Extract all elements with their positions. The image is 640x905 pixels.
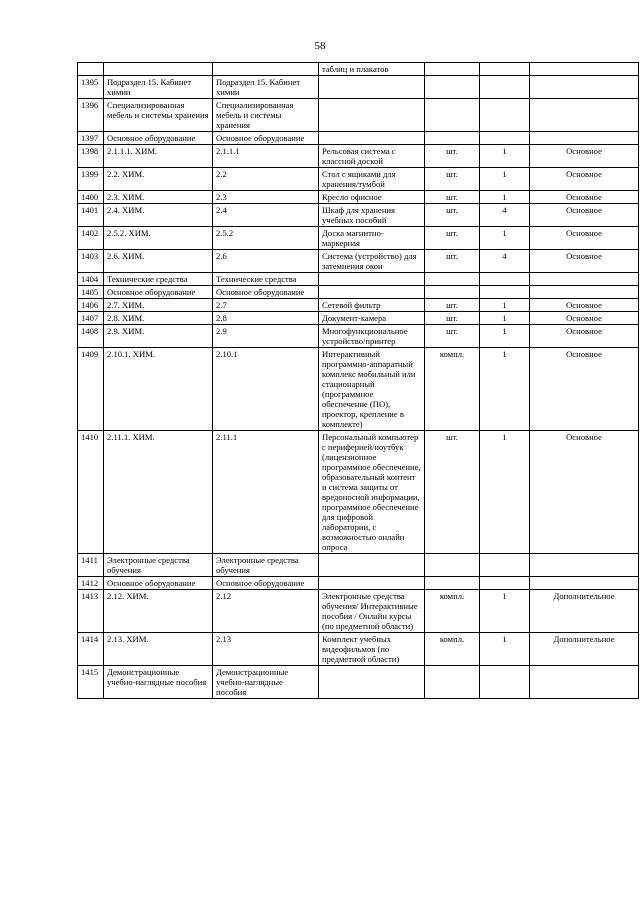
cell-num: 1404 [78, 273, 104, 286]
cell-type: Основное [530, 250, 639, 273]
cell-unit: компл. [425, 633, 480, 666]
cell-num: 1395 [78, 76, 104, 99]
cell-unit: шт. [425, 145, 480, 168]
cell-qty: 4 [480, 250, 530, 273]
cell-section: 2.7 [213, 299, 319, 312]
table-row [78, 204, 639, 227]
cell-num: 1399 [78, 168, 104, 191]
equipment-table [77, 62, 639, 699]
table-row [78, 132, 639, 145]
cell-type [530, 132, 639, 145]
cell-qty: 1 [480, 590, 530, 633]
cell-section: 2.4 [213, 204, 319, 227]
table-row [78, 312, 639, 325]
cell-type: Основное [530, 299, 639, 312]
cell-code: 2.12. ХИМ. [104, 590, 213, 633]
cell-num: 1397 [78, 132, 104, 145]
cell-name: Рельсовая система с классной доской [319, 145, 425, 168]
page-number: 58 [314, 40, 326, 52]
table-row [78, 286, 639, 299]
cell-unit [425, 273, 480, 286]
table-row [78, 250, 639, 273]
cell-unit: шт. [425, 204, 480, 227]
cell-unit [425, 577, 480, 590]
cell-qty: 1 [480, 168, 530, 191]
cell-type: Основное [530, 348, 639, 431]
cell-type: Основное [530, 191, 639, 204]
cell-name: Многофункциональное устройство/принтер [319, 325, 425, 348]
cell-num: 1410 [78, 431, 104, 554]
cell-qty: 1 [480, 191, 530, 204]
cell-unit [425, 99, 480, 132]
table-row [78, 227, 639, 250]
table-row [78, 348, 639, 431]
cell-section: 2.13 [213, 633, 319, 666]
cell-section: 2.3 [213, 191, 319, 204]
cell-type: Основное [530, 204, 639, 227]
cell-section: 2.11.1 [213, 431, 319, 554]
cell-code: Подраздел 15. Кабинет химии [104, 76, 213, 99]
cell-section: 2.9 [213, 325, 319, 348]
cell-code: 2.3. ХИМ. [104, 191, 213, 204]
cell-unit: шт. [425, 325, 480, 348]
cell-unit: шт. [425, 191, 480, 204]
cell-unit: шт. [425, 431, 480, 554]
table-row [78, 633, 639, 666]
cell-name: Документ-камера [319, 312, 425, 325]
table-row [78, 431, 639, 554]
cell-unit: компл. [425, 348, 480, 431]
cell-num: 1403 [78, 250, 104, 273]
table-row [78, 145, 639, 168]
cell-section: Специализированная мебель и системы хранения [213, 99, 319, 132]
cell-code: 2.10.1. ХИМ. [104, 348, 213, 431]
cell-qty: 1 [480, 227, 530, 250]
cell-code: Основное оборудование [104, 577, 213, 590]
cell-code: 2.4. ХИМ. [104, 204, 213, 227]
cell-num: 1411 [78, 554, 104, 577]
table-row [78, 590, 639, 633]
cell-code: Электронные средства обучения [104, 554, 213, 577]
table-row [78, 168, 639, 191]
cell-section: 2.2 [213, 168, 319, 191]
cell-qty: 1 [480, 431, 530, 554]
cell-qty: 1 [480, 312, 530, 325]
cell-qty [480, 286, 530, 299]
table-row [78, 577, 639, 590]
cell-unit: шт. [425, 312, 480, 325]
cell-qty [480, 554, 530, 577]
table-row [78, 554, 639, 577]
table-body [78, 63, 639, 699]
cell-type: Основное [530, 312, 639, 325]
cell-name [319, 132, 425, 145]
cell-section: Основное оборудование [213, 132, 319, 145]
cell-num: 1400 [78, 191, 104, 204]
cell-code: 2.2. ХИМ. [104, 168, 213, 191]
cell-section: 2.5.2 [213, 227, 319, 250]
cell-qty: 4 [480, 204, 530, 227]
cell-num: 1408 [78, 325, 104, 348]
cell-num: 1415 [78, 666, 104, 699]
cell-qty: 1 [480, 348, 530, 431]
cell-code: 2.7. ХИМ. [104, 299, 213, 312]
cell-section: Основное оборудование [213, 286, 319, 299]
cell-type: Основное [530, 145, 639, 168]
cell-name: Система (устройство) для затемнения окон [319, 250, 425, 273]
cell-name [319, 273, 425, 286]
cell-type [530, 99, 639, 132]
table-row [78, 273, 639, 286]
cell-type [530, 554, 639, 577]
cell-qty: 1 [480, 325, 530, 348]
cell-name: Кресло офисное [319, 191, 425, 204]
cell-section: Технические средства [213, 273, 319, 286]
cell-code: 2.1.1.1. ХИМ. [104, 145, 213, 168]
cell-num [78, 63, 104, 76]
cell-name [319, 76, 425, 99]
cell-section: 2.12 [213, 590, 319, 633]
cell-unit [425, 666, 480, 699]
cell-unit [425, 132, 480, 145]
cell-num: 1401 [78, 204, 104, 227]
cell-type: Основное [530, 168, 639, 191]
cell-unit: шт. [425, 299, 480, 312]
table-row [78, 325, 639, 348]
cell-num: 1402 [78, 227, 104, 250]
cell-unit [425, 76, 480, 99]
cell-num: 1405 [78, 286, 104, 299]
cell-name: Доска магнитно-маркерная [319, 227, 425, 250]
cell-type: Основное [530, 227, 639, 250]
cell-name: таблиц и плакатов [319, 63, 425, 76]
cell-qty [480, 273, 530, 286]
cell-unit: шт. [425, 227, 480, 250]
cell-name: Сетевой фильтр [319, 299, 425, 312]
cell-name [319, 577, 425, 590]
cell-code: 2.5.2. ХИМ. [104, 227, 213, 250]
cell-type [530, 286, 639, 299]
cell-type: Дополнительное [530, 633, 639, 666]
cell-code: 2.6. ХИМ. [104, 250, 213, 273]
cell-code: 2.13. ХИМ. [104, 633, 213, 666]
cell-qty [480, 76, 530, 99]
cell-qty: 1 [480, 299, 530, 312]
cell-qty [480, 99, 530, 132]
cell-name: Стол с ящиками для хранения/тумбой [319, 168, 425, 191]
cell-code [104, 63, 213, 76]
cell-num: 1414 [78, 633, 104, 666]
cell-num: 1409 [78, 348, 104, 431]
cell-section: Подраздел 15. Кабинет химии [213, 76, 319, 99]
cell-qty [480, 132, 530, 145]
cell-section: Электронные средства обучения [213, 554, 319, 577]
cell-name: Комплект учебных видеофильмов (по предметной области) [319, 633, 425, 666]
table-row [78, 666, 639, 699]
cell-unit [425, 554, 480, 577]
cell-num: 1412 [78, 577, 104, 590]
cell-code: Демонстрационные учебно-наглядные пособия [104, 666, 213, 699]
cell-qty: 1 [480, 145, 530, 168]
cell-type [530, 76, 639, 99]
cell-qty [480, 577, 530, 590]
table-row [78, 76, 639, 99]
cell-name: Интерактивный программно-аппаратный комплекс мобильный или стационарный (программное обеспечение (ПО), проектор, крепление в комплекте) [319, 348, 425, 431]
cell-name [319, 286, 425, 299]
cell-qty [480, 666, 530, 699]
cell-type [530, 63, 639, 76]
cell-unit: компл. [425, 590, 480, 633]
cell-qty: 1 [480, 633, 530, 666]
cell-name: Персональный компьютер с периферией/ноутбук (лицензионное программное обеспечение, образовательный контент и система защиты от вредоносной информации, программное обеспечение для цифровой лаборатории, с возможностью онлайн опроса [319, 431, 425, 554]
cell-qty [480, 63, 530, 76]
cell-name [319, 666, 425, 699]
table-row-continued [78, 63, 639, 76]
cell-section: Демонстрационные учебно-наглядные пособия [213, 666, 319, 699]
cell-name [319, 99, 425, 132]
cell-unit [425, 286, 480, 299]
cell-section: 2.10.1 [213, 348, 319, 431]
cell-code: Технические средства [104, 273, 213, 286]
cell-num: 1413 [78, 590, 104, 633]
cell-num: 1407 [78, 312, 104, 325]
cell-name [319, 554, 425, 577]
table-row [78, 299, 639, 312]
cell-code: Специализированная мебель и системы хранения [104, 99, 213, 132]
cell-num: 1406 [78, 299, 104, 312]
cell-type [530, 273, 639, 286]
cell-section: Основное оборудование [213, 577, 319, 590]
cell-type: Основное [530, 431, 639, 554]
cell-num: 1398 [78, 145, 104, 168]
cell-type: Основное [530, 325, 639, 348]
table-row [78, 99, 639, 132]
cell-code: Основное оборудование [104, 132, 213, 145]
cell-code: Основное оборудование [104, 286, 213, 299]
table-row [78, 191, 639, 204]
cell-num: 1396 [78, 99, 104, 132]
cell-unit: шт. [425, 250, 480, 273]
cell-code: 2.9. ХИМ. [104, 325, 213, 348]
cell-name: Шкаф для хранения учебных пособий [319, 204, 425, 227]
cell-code: 2.11.1. ХИМ. [104, 431, 213, 554]
cell-unit [425, 63, 480, 76]
cell-name: Электронные средства обучения/ Интерактивные пособия / Онлайн курсы (по предметной области) [319, 590, 425, 633]
cell-unit: шт. [425, 168, 480, 191]
cell-type [530, 666, 639, 699]
cell-section: 2.6 [213, 250, 319, 273]
cell-type: Дополнительное [530, 590, 639, 633]
cell-section: 2.8 [213, 312, 319, 325]
cell-section [213, 63, 319, 76]
cell-section: 2.1.1.1 [213, 145, 319, 168]
cell-type [530, 577, 639, 590]
cell-code: 2.8. ХИМ. [104, 312, 213, 325]
